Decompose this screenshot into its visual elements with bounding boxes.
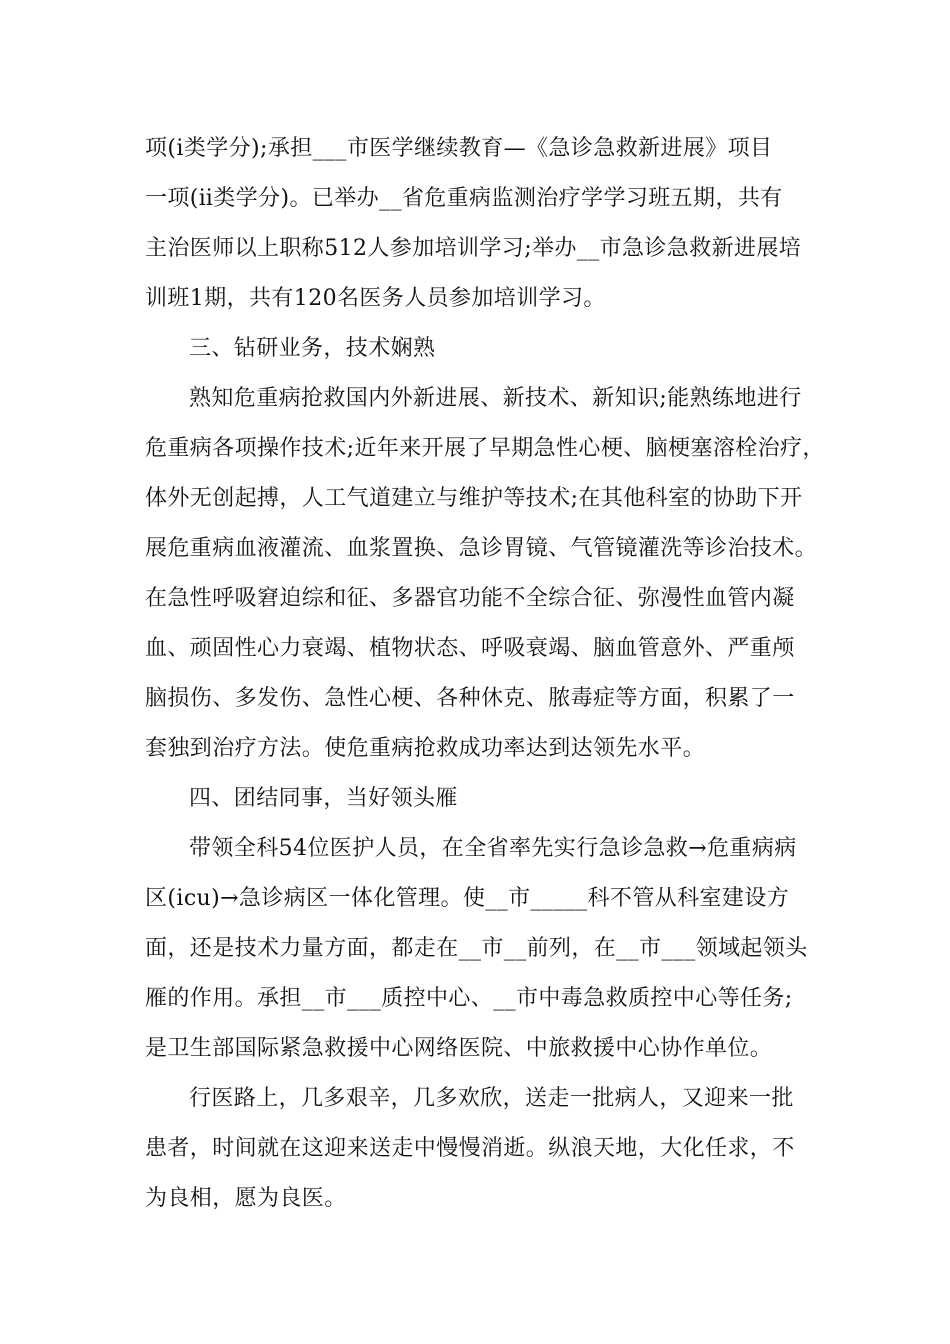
section-heading: 四、团结同事，当好领头雁 <box>189 786 458 811</box>
paragraph-line: 行医路上，几多艰辛，几多欢欣，送走一批病人，又迎来一批 <box>189 1086 794 1111</box>
paragraph-line: 危重病各项操作技术;近年来开展了早期急性心梗、脑梗塞溶栓治疗， <box>145 436 825 461</box>
paragraph-line: 区(icu)→急诊病区一体化管理。使__市_____科不管从科室建设方 <box>145 886 790 911</box>
paragraph-line: 带领全科54位医护人员，在全省率先实行急诊急救→危重病病 <box>189 836 797 861</box>
paragraph-line: 项(ⅰ类学分);承担___市医学继续教育—《急诊急救新进展》项目 <box>145 136 773 161</box>
paragraph-line: 一项(ⅱ类学分)。已举办__省危重病监测治疗学学习班五期，共有 <box>145 186 783 211</box>
paragraph-line: 在急性呼吸窘迫综和征、多器官功能不全综合征、弥漫性血管内凝 <box>145 586 795 611</box>
paragraph-line: 是卫生部国际紧急救援中心网络医院、中旅救援中心协作单位。 <box>145 1036 773 1061</box>
paragraph-line: 血、顽固性心力衰竭、植物状态、呼吸衰竭、脑血管意外、严重颅 <box>145 636 795 661</box>
paragraph-line: 雁的作用。承担__市___质控中心、__市中毒急救质控中心等任务; <box>145 986 793 1011</box>
paragraph-line: 为良相，愿为良医。 <box>145 1186 347 1211</box>
paragraph-line: 面，还是技术力量方面，都走在__市__前列，在__市___领域起领头 <box>145 936 808 961</box>
paragraph-line: 套独到治疗方法。使危重病抢救成功率达到达领先水平。 <box>145 736 706 761</box>
paragraph-line: 训班1期，共有120名医务人员参加培训学习。 <box>145 286 606 311</box>
paragraph-line: 脑损伤、多发伤、急性心梗、各种休克、脓毒症等方面，积累了一 <box>145 686 795 711</box>
paragraph-line: 熟知危重病抢救国内外新进展、新技术、新知识;能熟练地进行 <box>189 386 802 411</box>
paragraph-line: 患者，时间就在这迎来送走中慢慢消逝。纵浪天地，大化任求，不 <box>145 1136 795 1161</box>
document-body <box>145 124 825 1224</box>
section-heading: 三、钻研业务，技术娴熟 <box>189 336 436 361</box>
paragraph-line: 主治医师以上职称512人参加培训学习;举办__市急诊急救新进展培 <box>145 236 802 261</box>
paragraph-line: 体外无创起搏，人工气道建立与维护等技术;在其他科室的协助下开 <box>145 486 803 511</box>
paragraph-line: 展危重病血液灌流、血浆置换、急诊胃镜、气管镜灌洗等诊治技术。 <box>145 536 818 561</box>
